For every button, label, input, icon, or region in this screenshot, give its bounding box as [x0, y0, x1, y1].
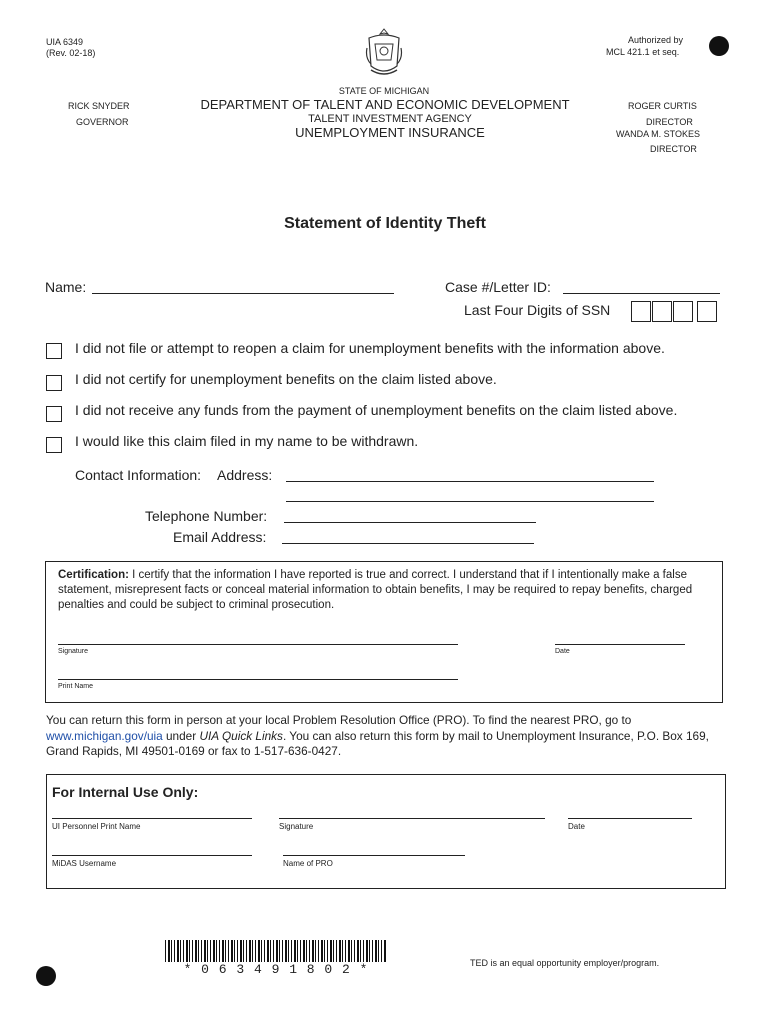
personnel-name-label: UI Personnel Print Name	[52, 822, 141, 831]
ssn-digit-4-box[interactable]	[697, 301, 717, 322]
checkbox-did-not-file-label: I did not file or attempt to reopen a claim for unemployment benefits with the information above.	[75, 340, 665, 356]
ssn-digit-1-box[interactable]	[631, 301, 651, 322]
uia-quick-links: UIA Quick Links	[199, 728, 283, 743]
internal-date-line[interactable]	[568, 818, 692, 819]
internal-use-heading: For Internal Use Only:	[52, 784, 199, 800]
certification-text-block	[58, 568, 714, 613]
pro-name-line[interactable]	[283, 855, 465, 856]
governor-name: RICK SNYDER	[68, 101, 130, 111]
checkbox-no-funds[interactable]	[46, 406, 62, 422]
telephone-input-line[interactable]	[284, 522, 536, 523]
certification-date-line[interactable]	[555, 644, 685, 645]
certification-signature-line[interactable]	[58, 644, 458, 645]
department-name: DEPARTMENT OF TALENT AND ECONOMIC DEVELOPMENT	[200, 97, 570, 112]
return-info-text-3: . You can also return this form by mail to Unemployment Insurance, P.O. Box 169, Grand Rapids, MI 49501-0169 or fax to 1-517-636-0427.	[46, 728, 709, 758]
barcode-icon	[165, 940, 387, 962]
personnel-name-line[interactable]	[52, 818, 252, 819]
ssn-digit-2-box[interactable]	[652, 301, 672, 322]
checkbox-did-not-file[interactable]	[46, 343, 62, 359]
telephone-label: Telephone Number:	[145, 508, 268, 524]
equal-opportunity-text: TED is an equal opportunity employer/program.	[470, 958, 660, 968]
registration-mark-icon	[709, 36, 729, 56]
state-name: STATE OF MICHIGAN	[338, 86, 430, 96]
case-id-label: Case #/Letter ID:	[445, 279, 551, 295]
director1-title: DIRECTOR	[646, 117, 693, 127]
address-line-1[interactable]	[286, 481, 654, 482]
internal-use-box	[46, 774, 726, 889]
page-title: Statement of Identity Theft	[284, 215, 486, 232]
division-name: UNEMPLOYMENT INSURANCE	[295, 125, 485, 140]
form-id: UIA 6349	[46, 37, 84, 47]
name-input-line[interactable]	[92, 293, 394, 294]
michigan-seal-icon	[361, 26, 407, 80]
contact-info-label: Contact Information:	[75, 467, 202, 483]
pro-name-label: Name of PRO	[283, 859, 333, 868]
return-info-paragraph	[46, 713, 718, 760]
director2-name: WANDA M. STOKES	[616, 129, 701, 139]
certification-box	[45, 561, 723, 703]
address-label: Address:	[217, 467, 273, 483]
ssn-digit-3-box[interactable]	[673, 301, 693, 322]
certification-text: I certify that the information I have reported is true and correct. I understand that if I intentionally make a false statement, misrepresent facts or conceal material information to obtain benefits, I may be required to repay benefits, charged penalties and could be subject to criminal prosecution.	[58, 569, 693, 611]
form-revision: (Rev. 02-18)	[46, 48, 96, 58]
authorized-law: MCL 421.1 et seq.	[606, 47, 680, 57]
governor-title: GOVERNOR	[76, 117, 129, 127]
director2-title: DIRECTOR	[650, 144, 697, 154]
address-line-2[interactable]	[286, 501, 654, 502]
name-label: Name:	[45, 279, 87, 295]
barcode-number: * 0 6 3 4 9 1 8 0 2 *	[183, 962, 369, 977]
checkbox-did-not-certify[interactable]	[46, 375, 62, 391]
ssn-label: Last Four Digits of SSN	[464, 302, 611, 318]
director1-name: ROGER CURTIS	[628, 101, 697, 111]
agency-name: TALENT INVESTMENT AGENCY	[308, 113, 472, 125]
authorized-by: Authorized by	[628, 35, 684, 45]
print-name-label: Print Name	[58, 683, 94, 690]
internal-signature-label: Signature	[279, 822, 314, 831]
certification-heading: Certification:	[58, 569, 129, 581]
checkbox-withdraw-claim-label: I would like this claim filed in my name to be withdrawn.	[75, 433, 419, 449]
certification-signature-label: Signature	[58, 648, 88, 655]
email-input-line[interactable]	[282, 543, 534, 544]
return-info-text-2: under	[162, 728, 200, 743]
michigan-uia-link[interactable]: www.michigan.gov/uia	[46, 728, 163, 743]
checkbox-did-not-certify-label: I did not certify for unemployment benefits on the claim listed above.	[75, 371, 497, 387]
email-label: Email Address:	[173, 529, 267, 545]
midas-username-label: MiDAS Username	[52, 859, 117, 868]
case-id-input-line[interactable]	[563, 293, 720, 294]
return-info-text-1: You can return this form in person at your local Problem Resolution Office (PRO). To find the nearest PRO, go to	[46, 713, 632, 727]
checkbox-withdraw-claim[interactable]	[46, 437, 62, 453]
midas-username-line[interactable]	[52, 855, 252, 856]
internal-date-label: Date	[568, 822, 585, 831]
checkbox-no-funds-label: I did not receive any funds from the payment of unemployment benefits on the claim listed above.	[75, 402, 678, 418]
certification-date-label: Date	[555, 648, 570, 655]
registration-mark-bottom-icon	[36, 966, 56, 986]
print-name-line[interactable]	[58, 679, 458, 680]
internal-signature-line[interactable]	[279, 818, 545, 819]
